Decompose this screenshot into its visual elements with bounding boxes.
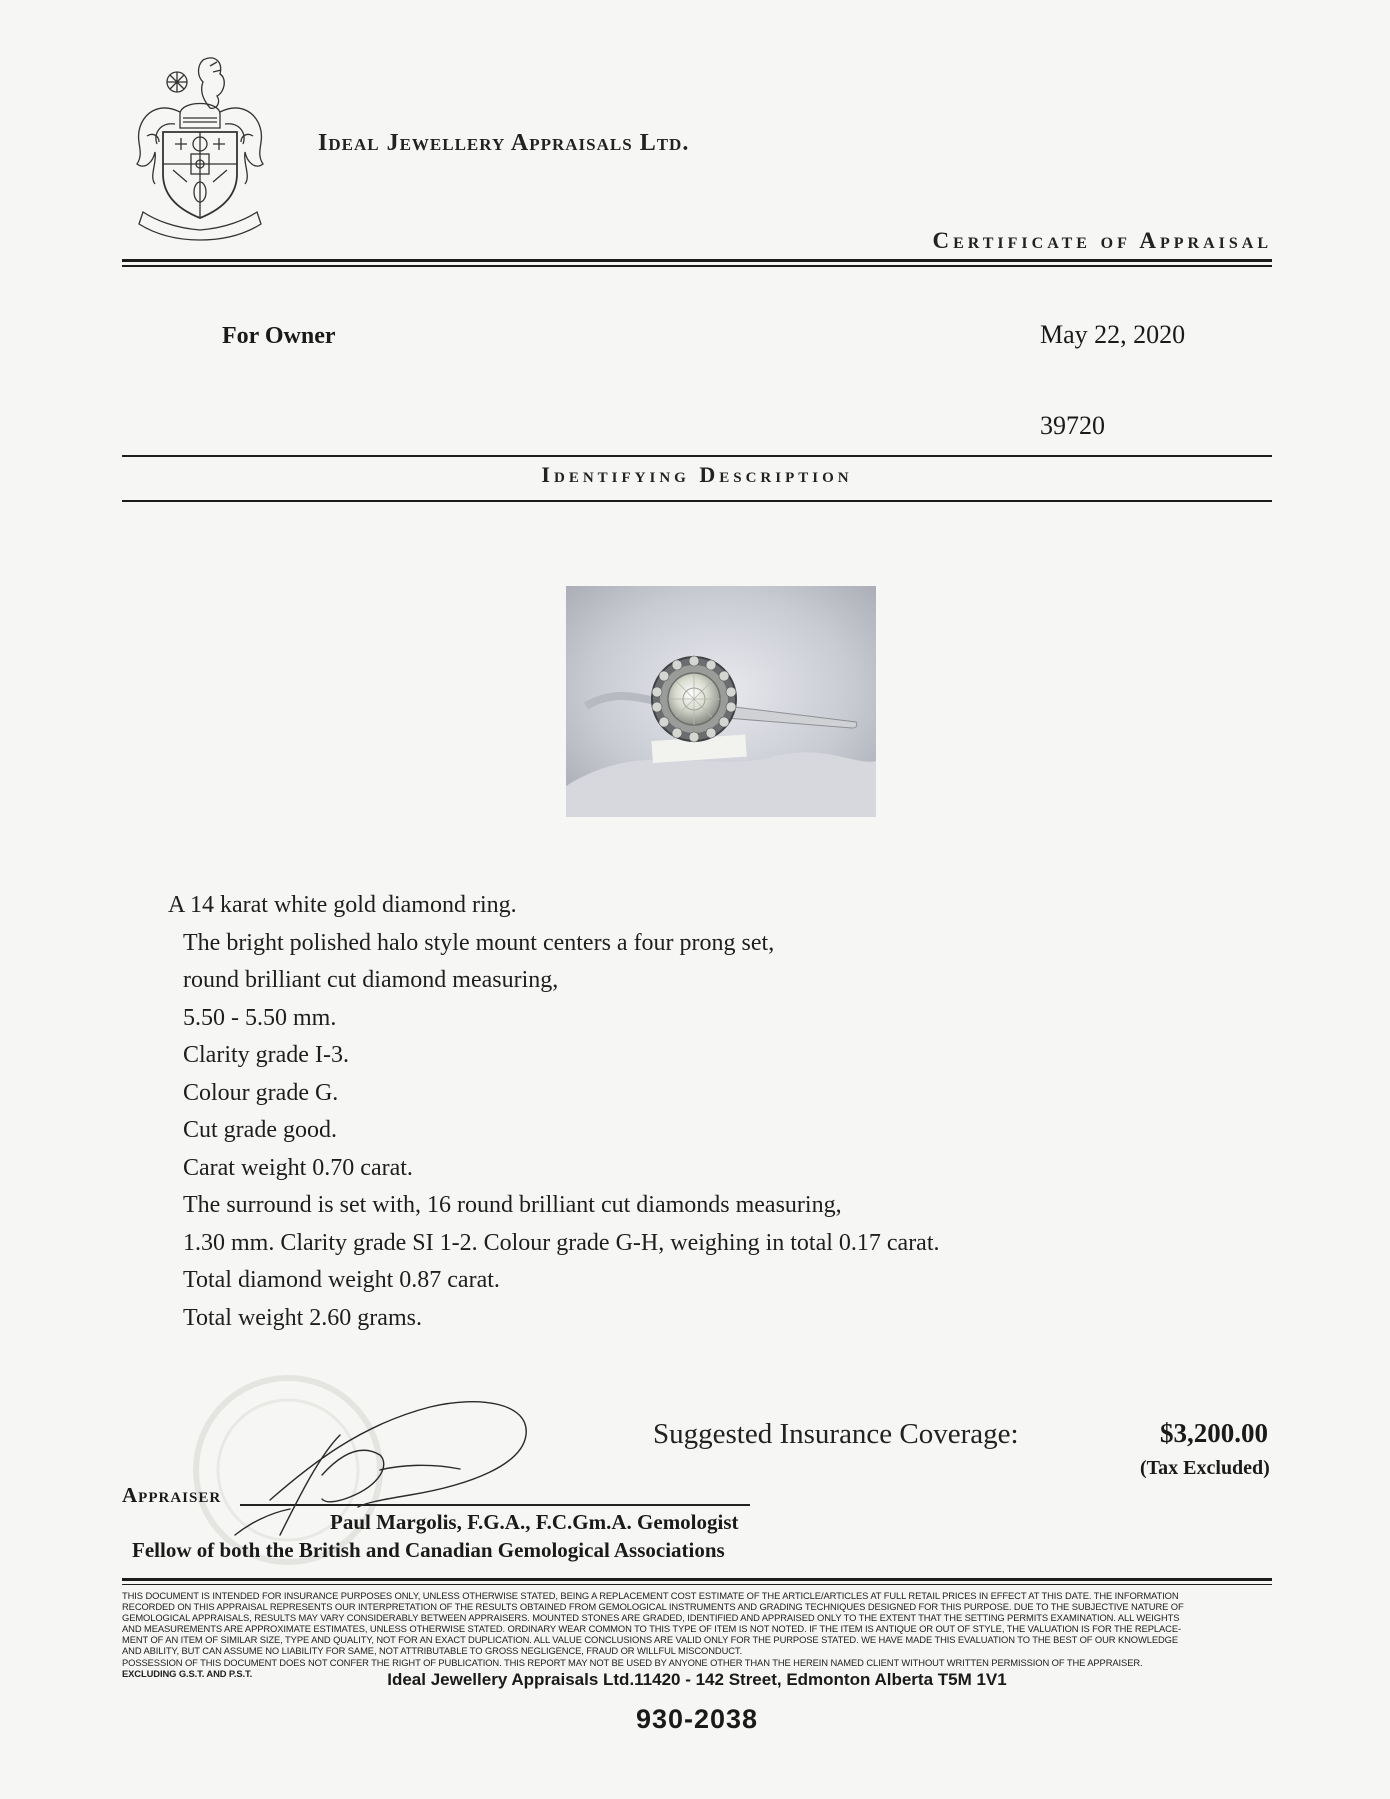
description-line: Total diamond weight 0.87 carat.: [183, 1267, 500, 1293]
disclaimer-line: AND MEASUREMENTS ARE APPROXIMATE ESTIMATES, UNLESS OTHERWISE STATED. ORDINARY WEAR COMMON TO THIS TYPE OF ITEM IS NOT NOTED. IF THE ITEM IS ANTIQUE OR OUT OF STYLE, THE VALUATION IS FOR THE REPLACE-: [122, 1623, 1182, 1635]
description-line: 1.30 mm. Clarity grade SI 1-2. Colour grade G-H, weighing in total 0.17 carat.: [183, 1229, 940, 1256]
description-line: The bright polished halo style mount centers a four prong set,: [183, 929, 775, 956]
tax-exclusion-line: EXCLUDING G.S.T. AND P.S.T.: [122, 1667, 253, 1679]
item-description: [168, 887, 1163, 1337]
description-line: Carat weight 0.70 carat.: [183, 1154, 413, 1181]
disclaimer-line: THIS DOCUMENT IS INTENDED FOR INSURANCE PURPOSES ONLY, UNLESS OTHERWISE STATED, BEING A REPLACEMENT COST ESTIMATE OF THE ARTICLE/ARTICLES AT FULL RETAIL PRICES IN EFFECT AT THIS DATE. THE INFORMATION: [122, 1590, 1179, 1601]
description-line: Cut grade good.: [183, 1117, 337, 1143]
company-name: Ideal Jewellery Appraisals Ltd.: [318, 130, 690, 156]
description-line: Total weight 2.60 grams.: [183, 1304, 422, 1331]
appraiser-name: Paul Margolis, F.G.A., F.C.Gm.A. Gemologist: [330, 1510, 739, 1534]
company-phone: 930-2038: [635, 1704, 759, 1734]
appraisal-date: May 22, 2020: [1040, 320, 1186, 349]
disclaimer-line: RECORDED ON THIS APPRAISAL REPRESENTS OUR INTERPRETATION OF THE RESULTS OBTAINED FROM GEMOLOGICAL INSTRUMENTS AND GRADING TECHNIQUES DESIGNED FOR THIS PURPOSE. DUE TO THE SUBJECTIVE NATURE OF: [122, 1601, 1184, 1613]
coat-of-arms-logo: [125, 52, 275, 242]
description-line: A 14 karat white gold diamond ring.: [168, 892, 517, 918]
description-line: Clarity grade I-3.: [183, 1042, 349, 1068]
disclaimer-line: AND ABILITY, BUT CAN ASSUME NO LIABILITY FOR SAME, NOT ATTRIBUTABLE TO GROSS NEGLIGENCE, FRAUD OR WILLFUL MISCONDUCT.: [122, 1645, 743, 1657]
recipient-label: For Owner: [222, 323, 336, 349]
footer-rule-thin: [122, 1584, 1272, 1585]
section-rule-top: [122, 455, 1272, 457]
document-title: Certificate of Appraisal: [932, 228, 1272, 253]
insurance-coverage-label: Suggested Insurance Coverage:: [653, 1418, 1019, 1450]
diamond-ring-photo: [566, 586, 876, 817]
insurance-coverage-amount: $3,200.00: [1160, 1418, 1268, 1448]
header-rule-thin: [122, 265, 1272, 267]
section-title: Identifying Description: [541, 462, 853, 487]
reference-number: 39720: [1040, 411, 1105, 440]
section-rule-bottom: [122, 500, 1272, 502]
disclaimer-line: MENT OF AN ITEM OF SIMILAR SIZE, TYPE AND QUALITY, NOT FOR AN EXACT DUPLICATION. ALL VALUE CONCLUSIONS ARE VALID ONLY FOR THE PURPOSE STATED. WE HAVE MADE THIS EVALUATION TO THE BEST OF OUR KNOWLEDGE: [122, 1634, 1179, 1646]
description-line: round brilliant cut diamond measuring,: [183, 967, 559, 993]
legal-disclaimer: [122, 1590, 1274, 1679]
appraiser-credentials: Fellow of both the British and Canadian Gemological Associations: [132, 1538, 725, 1562]
description-line: 5.50 - 5.50 mm.: [183, 1004, 337, 1031]
disclaimer-line: POSSESSION OF THIS DOCUMENT DOES NOT CONFER THE RIGHT OF PUBLICATION. THIS REPORT MAY NOT BE USED BY ANYONE OTHER THAN THE HEREIN NAMED CLIENT WITHOUT WRITTEN PERMISSION OF THE APPRAISER.: [122, 1656, 1143, 1668]
header-rule-thick: [122, 259, 1272, 262]
disclaimer-line: GEMOLOGICAL APPRAISALS, RESULTS MAY VARY CONSIDERABLY BETWEEN APPRAISERS. MOUNTED STONES ARE GRADED, IDENTIFIED AND APPRAISED ONLY TO THE EXTENT THAT THE SETTING PERMITS EXAMINATION. ALL WEIGHTS: [122, 1612, 1180, 1624]
description-line: Colour grade G.: [183, 1079, 339, 1106]
description-line: The surround is set with, 16 round brilliant cut diamonds measuring,: [183, 1192, 842, 1218]
footer-rule-thick: [122, 1578, 1272, 1581]
tax-note: (Tax Excluded): [1140, 1457, 1270, 1479]
appraiser-label: Appraiser: [122, 1483, 222, 1507]
company-address: Ideal Jewellery Appraisals Ltd.11420 - 142 Street, Edmonton Alberta T5M 1V1: [387, 1670, 1007, 1689]
